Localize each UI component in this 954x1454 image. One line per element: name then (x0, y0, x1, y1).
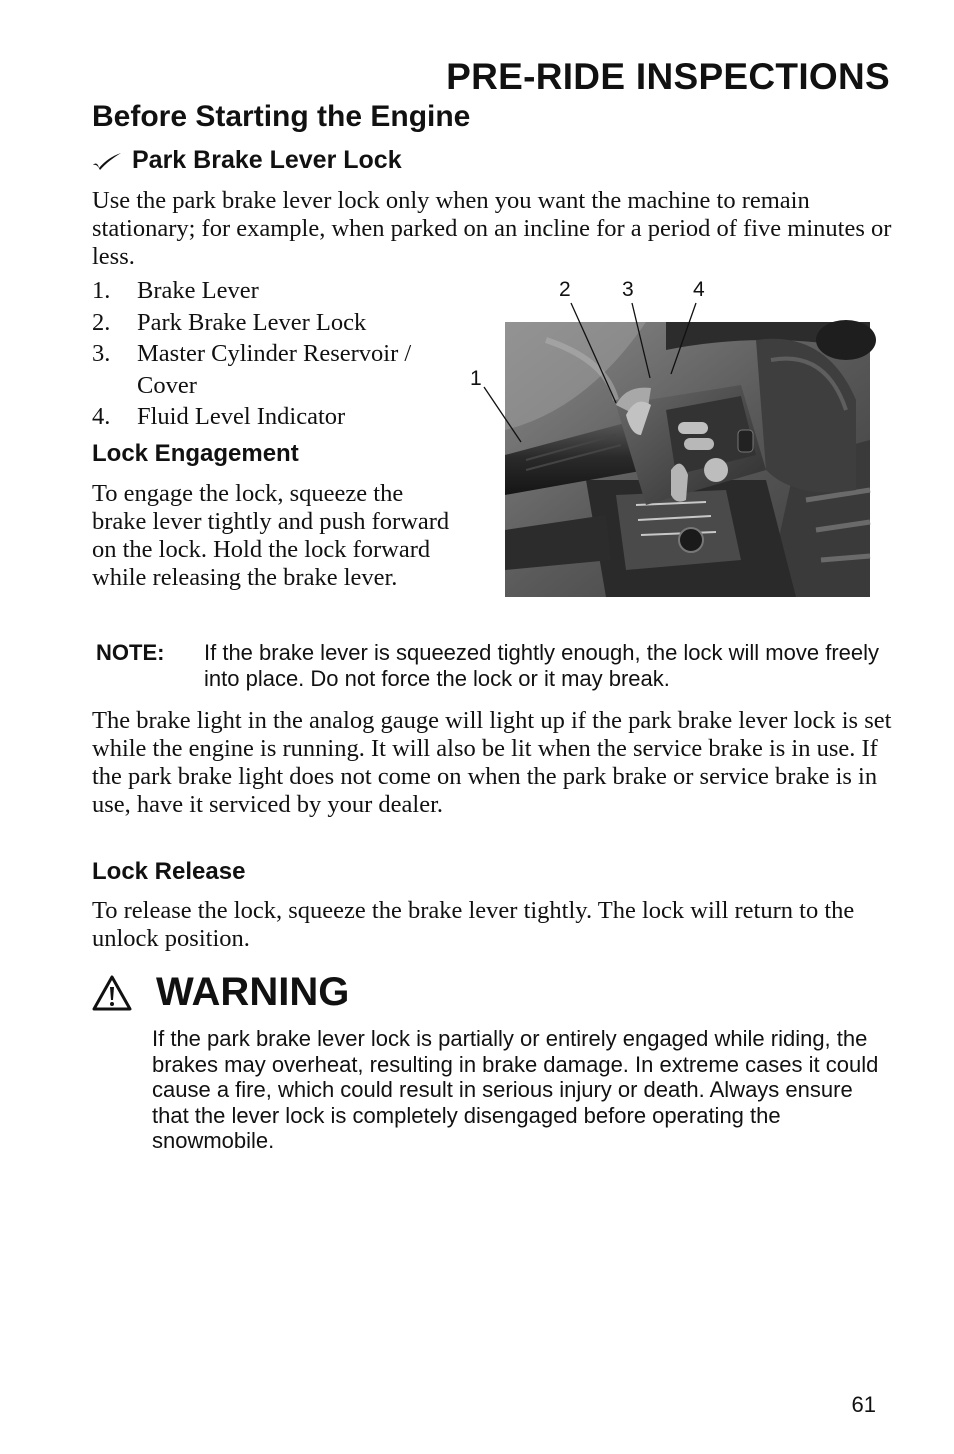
list-item-number: 2. (92, 308, 111, 336)
warning-triangle-icon (92, 975, 132, 1011)
note-label: NOTE: (96, 640, 165, 665)
page-number: 61 (851, 1392, 876, 1417)
photo (505, 320, 876, 597)
list-item (92, 275, 462, 307)
list-item-label: Master Cylinder Reservoir / Cover (137, 340, 412, 399)
warning-title: WARNING (156, 970, 350, 1014)
callout-4: 4 (693, 278, 705, 301)
lock-release-text: To release the lock, squeeze the brake lever tightly. The lock will return to the unlock position. (92, 897, 855, 952)
list-item (92, 338, 462, 401)
list-item-number: 1. (92, 277, 111, 304)
list-item-number: 4. (92, 403, 111, 430)
warning-text: If the park brake lever lock is partially or entirely engaged while riding, the brakes may overheat, resulting in brake damage. In extreme cases it could cause a fire, which could result in serious injury or death. Always ensure that the lever lock is completely disengaged before operating the snowmobile. (152, 1026, 879, 1153)
list-item-label: Park Brake Lever Lock (137, 308, 367, 336)
note-text: If the brake lever is squeezed tightly enough, the lock will move freely into place. Do not force the lock or it may break. (204, 640, 880, 691)
callout-3: 3 (622, 278, 634, 301)
callout-1: 1 (470, 367, 482, 390)
list-item (92, 307, 462, 339)
section-title: Before Starting the Engine (92, 100, 471, 133)
list-item (92, 401, 462, 433)
list-item-number: 3. (92, 340, 111, 367)
lock-engagement-heading: Lock Engagement (92, 440, 299, 467)
subsection-heading (92, 146, 402, 175)
checkmark-icon (92, 152, 122, 170)
callout-2: 2 (559, 278, 571, 301)
intro-paragraph: Use the park brake lever lock only when you want the machine to remain stationary; for example, when parked on an incline for a period of five minutes or less. (92, 187, 892, 270)
parts-list (92, 275, 462, 433)
chapter-title: PRE-RIDE INSPECTIONS (446, 56, 890, 97)
brake-lever-figure (466, 270, 876, 600)
warning-heading (92, 970, 349, 1015)
note-block (96, 640, 896, 692)
lock-engagement-text: To engage the lock, squeeze the brake lever tightly and push forward on the lock. Hold the lock forward while releasing the brake lever. (92, 480, 450, 591)
lock-release-heading: Lock Release (92, 858, 246, 885)
brake-light-paragraph: The brake light in the analog gauge will light up if the park brake lever lock is set while the engine is running. It will also be lit when the service brake is in use. If the park brake light does not come on when the park brake or service brake is in use, have it serviced by your dealer. (92, 707, 892, 818)
list-item-label: Fluid Level Indicator (137, 403, 346, 430)
list-item-label: Brake Lever (137, 277, 259, 304)
subsection-title: Park Brake Lever Lock (132, 146, 402, 174)
